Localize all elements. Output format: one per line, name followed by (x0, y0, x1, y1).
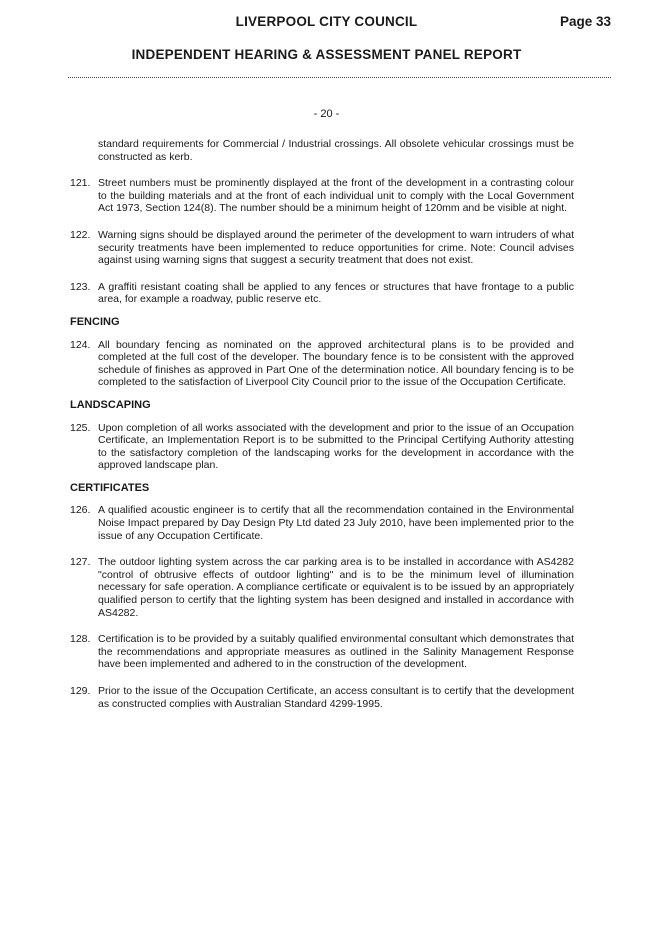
header-divider (68, 77, 611, 78)
condition-item (70, 229, 574, 267)
condition-text: A graffiti resistant coating shall be applied to any fences or structures that have frontage to a public area, for example a roadway, public reserve etc. (98, 280, 574, 306)
condition-number: 126. (70, 504, 91, 517)
condition-number: 121. (70, 177, 91, 190)
condition-text: Upon completion of all works associated with the development and prior to the issue of an Occupation Certificate, an Implementation Report is to be submitted to the Principal Certifying Authority attesting to the satisfactory completion of the landscaping works for the development in accordance with the approved landscape plan. (98, 421, 574, 472)
page-header (0, 14, 653, 32)
condition-number: 127. (70, 556, 91, 569)
condition-item (70, 504, 574, 542)
condition-number: 129. (70, 685, 91, 697)
condition-item (70, 685, 574, 710)
document-body (70, 138, 574, 710)
condition-item (70, 177, 574, 215)
condition-text: Warning signs should be displayed around the perimeter of the development to warn intruders of what security treatments have been implemented to reduce opportunities for crime. Note: Council advises against using warning signs that suggest a security treatment that does not exist. (98, 228, 574, 267)
condition-number: 122. (70, 228, 91, 241)
page-number: Page 33 (559, 14, 611, 29)
internal-page-number: - 20 - (313, 108, 340, 120)
condition-number: 123. (70, 280, 91, 293)
condition-text: Prior to the issue of the Occupation Certificate, an access consultant is to certify that the development as constructed complies with Australian Standard 4299-1995. (98, 685, 574, 710)
condition-text: A qualified acoustic engineer is to certify that all the recommendation contained in the Environmental Noise Impact prepared by Day Design Pty Ltd dated 23 July 2010, have been implemented prior to the issue of any Occupation Certificate. (98, 504, 574, 542)
condition-item (70, 556, 574, 619)
condition-text: Certification is to be provided by a suitably qualified environmental consultant which demonstrates that the recommendations and appropriate measures as outlined in the Salinity Management Response have been implemented and adhered to in the construction of the development. (98, 633, 574, 671)
condition-item (70, 633, 574, 671)
condition-text: Street numbers must be prominently displayed at the front of the development in a contrasting colour to the building materials and at the front of each individual unit to comply with the Local Government Act 1973, Section 124(8). The number should be a minimum height of 120mm and be visible at night. (98, 177, 574, 215)
report-title: INDEPENDENT HEARING & ASSESSMENT PANEL REPORT (131, 47, 522, 62)
condition-number: 125. (70, 421, 91, 434)
condition-number: 128. (70, 633, 91, 646)
condition-text: The outdoor lighting system across the car parking area is to be installed in accordance with AS4282 "control of obtrusive effects of outdoor lighting" and is to be the minimum level of illumination necessary for safe operation. A compliance certificate or equivalent is to be issued by an appropriately qualified person to certify that the lighting system has been designed and installed in accordance with AS4282. (98, 556, 574, 619)
condition-number: 124. (70, 338, 91, 351)
continuation-paragraph: standard requirements for Commercial / Industrial crossings. All obsolete vehicular crossings must be constructed as kerb. (98, 138, 574, 163)
section-heading-landscaping: LANDSCAPING (70, 398, 151, 411)
section-heading-certificates: CERTIFICATES (70, 481, 150, 494)
condition-item (70, 422, 574, 472)
condition-text: All boundary fencing as nominated on the approved architectural plans is to be provided and completed at the full cost of the developer. The boundary fence is to be consistent with the approved schedule of finishes as approved in Part One of the determination notice. All boundary fencing is to be completed to the satisfaction of Liverpool City Council prior to the issue of the Occupation Certificate. (98, 338, 574, 389)
council-title: LIVERPOOL CITY COUNCIL (235, 14, 418, 29)
condition-item (70, 339, 574, 389)
condition-item (70, 281, 574, 306)
section-heading-fencing: FENCING (70, 315, 120, 328)
